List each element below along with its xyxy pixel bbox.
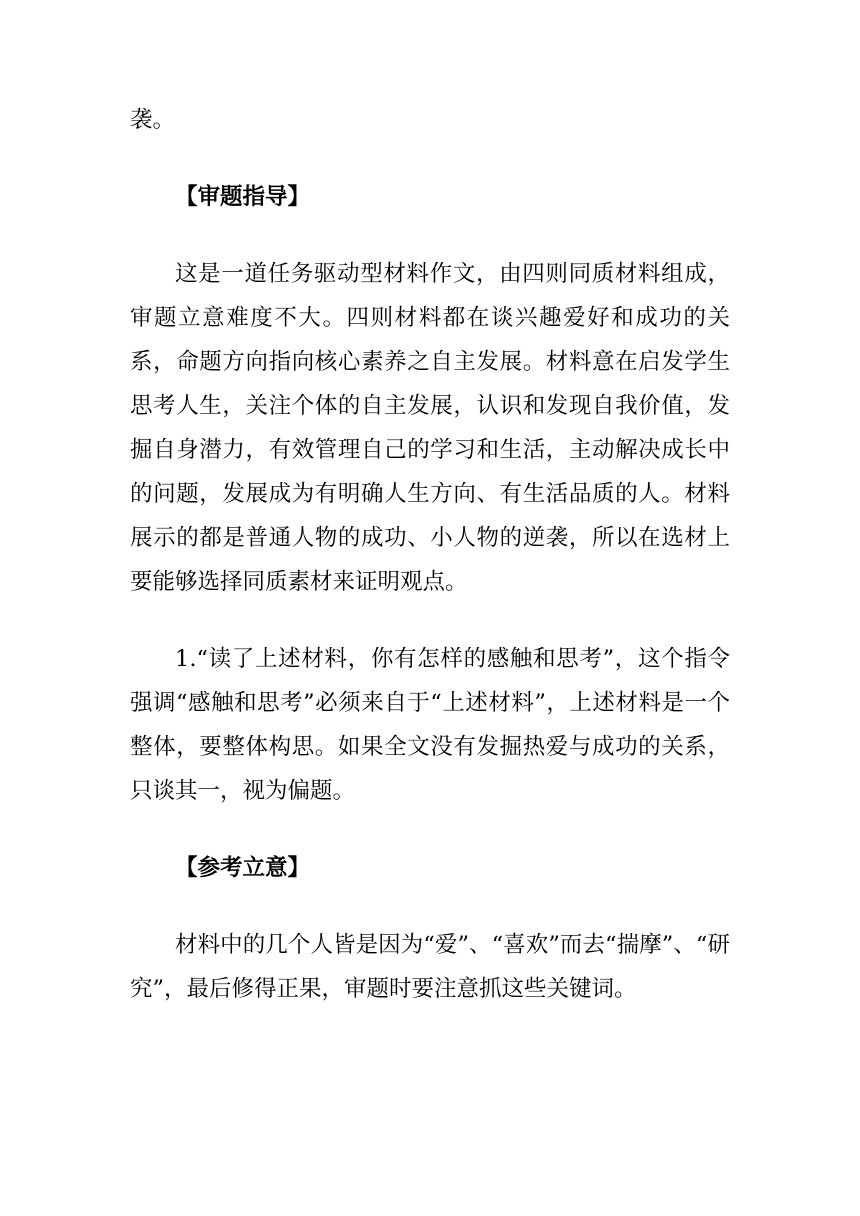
section-heading-reference: 【参考立意】 [175, 855, 311, 881]
paragraph-guidance-body: 这是一道任务驱动型材料作文，由四则同质材料组成，审题立意难度不大。四则材料都在谈兴趣爱好和成功的关系，命题方向指向核心素养之自主发展。材料意在启发学生思考人生，关注个体的自主发展，认识和发现自我价值，发掘自身潜力，有效管理自己的学习和生活，主动解决成长中的问题，发展成为有明确人生方向、有生活品质的人。材料展示的都是普通人物的成功、小人物的逆袭，所以在选材上要能够选择同质素材来证明观点。 [130, 261, 730, 595]
paragraph-reference-body: 材料中的几个人皆是因为“爱”、“喜欢”而去“揣摩”、“研究”，最后修得正果，审题时要注意抓这些关键词。 [130, 932, 730, 1002]
continuation-text: 袭。 [130, 107, 176, 133]
paragraph-point-1: 1.“读了上述材料，你有怎样的感触和思考”，这个指令强调“感触和思考”必须来自于“上述材料”，上述材料是一个整体，要整体构思。如果全文没有发掘热爱与成功的关系，只谈其一，视为偏题。 [130, 646, 730, 804]
section-heading-guidance: 【审题指导】 [175, 184, 311, 210]
